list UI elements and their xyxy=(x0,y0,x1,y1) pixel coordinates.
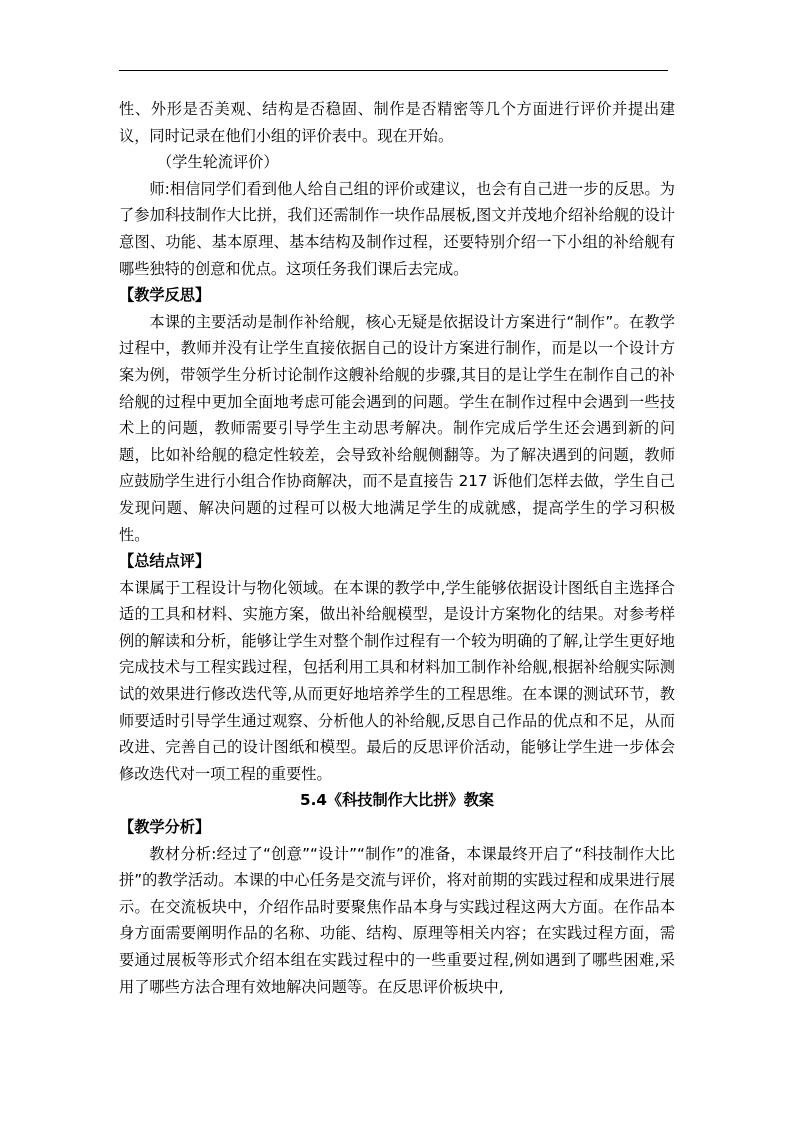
document-body xyxy=(119,96,675,1000)
paragraph-student-evaluation: （学生轮流评价） xyxy=(157,153,279,172)
paragraph-reflection-body: 本课的主要活动是制作补给舰，核心无疑是依据设计方案进行“制作”。在教学过程中，教师并没有让学生直接依据自己的设计方案进行制作，而是以一个设计方案为例，带领学生分析讨论制作这艘补给舰的步骤,其目的是让学生在制作自己的补给舰的过程中更加全面地考虑可能会遇到的问题。学生在制作过程中会遇到一些技术上的问题，教师需要引导学生主动思考解决。制作完成后学生还会遇到新的问题，比如补给舰的稳定性较差，会导致补给舰侧翻等。为了解决遇到的问题，教师应鼓励学生进行小组合作协商解决，而不是直接告 217 诉他们怎样去做，学生自己发现问题、解决问题的过程可以极大地满足学生的成就感，提高学生的学习积极性。 xyxy=(119,312,675,544)
paragraph-summary-body: 本课属于工程设计与物化领域。在本课的教学中,学生能够依据设计图纸自主选择合适的工具和材料、实施方案，做出补给舰模型，是设计方案物化的结果。对参考样例的解读和分析，能够让学生对整个制作过程有一个较为明确的了解,让学生更好地完成技术与工程实践过程，包括利用工具和材料加工制作补给舰,根据补给舰实际测试的效果进行修改迭代等,从而更好地培养学生的工程思维。在本课的测试环节，教师要适时引导学生通过观察、分析他人的补给舰,反思自己作品的优点和不足，从而改进、完善自己的设计图纸和模型。最后的反思评价活动，能够让学生进一步体会修改迭代对一项工程的重要性。 xyxy=(119,578,675,783)
paragraph-teacher-reflection: 师:相信同学们看到他人给自己组的评价或建议，也会有自己进一步的反思。为了参加科技制作大比拼，我们还需制作一块作品展板,图文并茂地介绍补给舰的设计意图、功能、基本原理、基本结构及制作过程，还要特别介绍一下小组的补给舰有哪些独特的创意和优点。这项任务我们课后去完成。 xyxy=(119,179,675,278)
paragraph-evaluation-criteria: 性、外形是否美观、结构是否稳固、制作是否精密等几个方面进行评价并提出建议，同时记录在他们小组的评价表中。现在开始。 xyxy=(119,100,675,145)
paragraph-analysis-body: 教材分析:经过了“创意”“设计”“制作”的准备，本课最终开启了“科技制作大比拼”的教学活动。本课的中心任务是交流与评价，将对前期的实践过程和成果进行展示。在交流板块中，介绍作品时要聚焦作品本身与实践过程这两大方面。在作品本身方面需要阐明作品的名称、功能、结构、原理等相关内容；在实践过程方面，需要通过展板等形式介绍本组在实践过程中的一些重要过程,例如遇到了哪些困难,采用了哪些方法合理有效地解决问题等。在反思评价板块中, xyxy=(119,844,675,996)
heading-summary-review: 【总结点评】 xyxy=(119,552,211,571)
header-rule xyxy=(119,70,668,71)
heading-teaching-reflection: 【教学反思】 xyxy=(119,286,211,305)
heading-teaching-analysis: 【教学分析】 xyxy=(119,818,211,837)
section-title: 5.4《科技制作大比拼》教案 xyxy=(300,791,494,810)
